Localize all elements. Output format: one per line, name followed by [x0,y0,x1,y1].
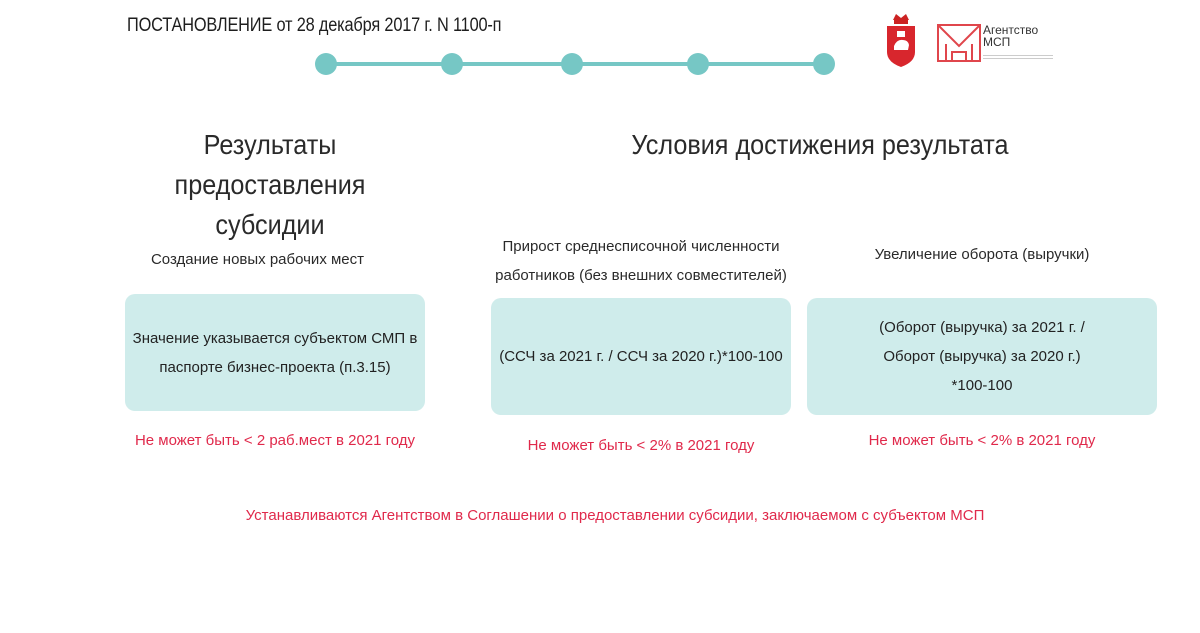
jobs-box-line2: паспорте бизнес-проекта (п.3.15) [159,358,391,376]
timeline-step-4 [687,53,709,75]
timeline-step-3 [561,53,583,75]
logos [884,10,1064,70]
agency-name-line1: Агентство [983,23,1039,37]
agency-name-line2: МСП [983,35,1011,49]
timeline-step-2 [441,53,463,75]
agency-msp-logo-icon [937,24,981,62]
jobs-note: Не может быть < 2 раб.мест в 2021 году [134,432,416,449]
staff-growth-formula: (ССЧ за 2021 г. / ССЧ за 2020 г.)*100-100 [499,348,783,365]
staff-growth-label-line1: Прирост среднесписочной численности [502,238,780,255]
staff-growth-label-line2: работников (без внешних совместителей) [495,267,787,284]
progress-timeline [315,52,835,76]
timeline-step-5 [813,53,835,75]
jobs-box [125,294,425,411]
jobs-box-line1: Значение указывается субъектом СМП в [132,329,418,347]
conditions-heading: Условия достижения результата [631,129,1009,160]
staff-growth-box [491,298,791,415]
agency-name [983,24,1038,48]
staff-growth-label [491,232,791,290]
agency-tagline-decor [983,54,1053,59]
turnover-formula-line3: *100-100 [951,377,1013,394]
staff-growth-note: Не может быть < 2% в 2021 году [527,437,755,454]
jobs-label: Создание новых рабочих мест [150,251,365,268]
turnover-formula-line1: (Оборот (выручка) за 2021 г. / [879,319,1085,336]
turnover-label: Увеличение оборота (выручки) [874,246,1090,263]
timeline-step-1 [315,53,337,75]
results-heading-line2: субсидии [215,209,325,240]
turnover-box [807,298,1157,415]
page-title: ПОСТАНОВЛЕНИЕ от 28 декабря 2017 г. N 1100-п [127,15,502,36]
agreement-note: Устанавливаются Агентством в Соглашении о предоставлении субсидии, заключаемом с субъектом МСП [245,507,985,524]
turnover-formula-line2: Оборот (выручка) за 2020 г.) [883,348,1081,365]
results-heading [126,125,414,245]
results-heading-line1: Результаты предоставления [174,129,366,200]
perm-krai-crest-icon [884,12,918,68]
turnover-note: Не может быть < 2% в 2021 году [868,432,1096,449]
